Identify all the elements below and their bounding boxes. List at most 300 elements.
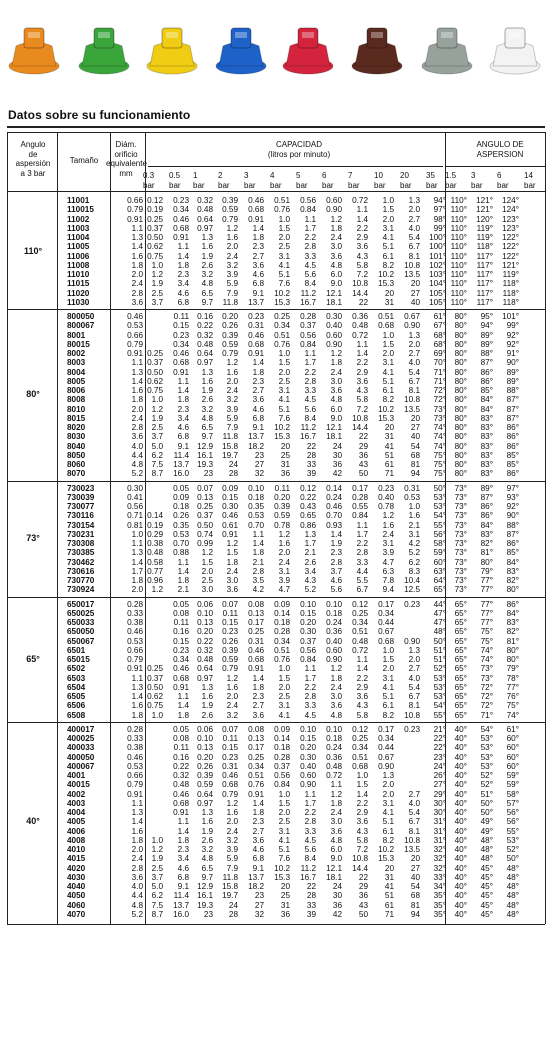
capacity-value: 2.7 [408,789,420,799]
spray-angle-value: 83° [480,450,493,460]
capacity-value: 2.3 [252,692,264,701]
orifice-diameter: 0.66 [127,771,143,780]
table-row [7,753,547,762]
capacity-value: 2.0 [382,349,394,358]
capacity-value: 4.1 [382,808,394,817]
capacity-value: 1.0 [151,710,163,720]
capacity-value: 7.5 [151,900,163,910]
nozzle-size: 11030 [67,297,90,307]
capacity-value: 40 [410,872,420,882]
spray-angle-value: 65° [454,645,467,655]
capacity-value: 81 [410,460,420,469]
capacity-value: 31 [384,872,394,882]
capacity-value: 10.2 [378,270,394,279]
capacity-value: 0.93 [326,520,342,530]
capacity-value: 6.7 [408,817,420,827]
capacity-value: 1.5 [356,780,368,790]
capacity-value: 30 [332,891,342,901]
capacity-value: 3.2 [201,270,213,279]
capacity-value: 0.60 [326,196,342,205]
capacity-value: 5.1 [278,270,290,279]
capacity-value: 0.48 [197,339,213,349]
spray-angle-value: 49° [480,817,493,827]
table-row [7,664,547,673]
capacity-value: 1.9 [201,701,213,711]
capacity-value: 0.97 [197,358,213,368]
capacity-value: 20 [280,882,290,891]
capacity-value: 0.24 [326,618,342,627]
capacity-value: 1.7 [304,673,316,683]
capacity-value: 101° [429,251,446,261]
spray-angle-value: 80° [454,423,467,432]
capacity-value: 0.40 [326,636,342,646]
capacity-value: 1.8 [252,808,264,817]
capacity-value: 31 [384,432,394,442]
capacity-value: 0.84 [300,655,316,664]
capacity-value: 0.15 [222,743,238,753]
capacity-value: 20 [410,413,420,423]
spray-angle-value: 80° [454,413,467,423]
spray-angle-value: 81° [480,548,493,558]
capacity-value: 1.3 [201,808,213,817]
capacity-value: 6.8 [177,432,189,442]
spray-angle-value: 53° [480,743,493,753]
capacity-value: 0.56 [300,645,316,655]
spray-angle-value: 61° [506,724,519,734]
capacity-value: 1.4 [177,566,189,576]
table-row [7,567,547,576]
orifice-diameter: 0.56 [127,502,143,511]
capacity-value: 2.7 [408,349,420,358]
spray-angle-value: 80° [454,349,467,358]
spray-angle-value: 86° [480,511,493,521]
header-pressure: 5 bar [296,171,308,190]
capacity-value: 31 [280,460,290,469]
nozzle-size: 400050 [67,752,95,762]
capacity-value: 1.2 [330,214,342,224]
capacity-value: 28 [306,450,316,460]
capacity-value: 1.4 [356,214,368,224]
capacity-value: 1.5 [382,339,394,349]
capacity-value: 2.0 [226,692,238,701]
capacity-value: 0.84 [300,205,316,215]
capacity-value: 36 [332,900,342,910]
nozzle-size: 8006 [67,386,86,395]
nozzle-size: 400025 [67,734,95,743]
capacity-value: 28 [306,891,316,901]
table-bottom-line [7,924,545,925]
capacity-value: 22 [358,432,368,442]
capacity-value: 0.14 [274,734,290,743]
capacity-value: 0.26 [222,636,238,646]
capacity-value: 1.9 [151,413,163,423]
spray-angle-value: 56° [506,808,519,817]
nozzle-size: 8008 [67,395,86,405]
capacity-value: 10.2 [378,404,394,414]
capacity-value: 1.5 [278,798,290,808]
capacity-value: 3.1 [278,566,290,576]
nozzle-size: 11005 [67,242,90,252]
capacity-value: 3.2 [226,835,238,845]
capacity-value: 25 [280,450,290,460]
capacity-value: 55° [433,520,446,530]
capacity-value: 43 [358,460,368,469]
capacity-value: 1.2 [330,349,342,358]
capacity-value: 0.51 [274,645,290,655]
column-divider [7,132,8,924]
capacity-value: 0.64 [197,789,213,799]
spray-angle-value: 119° [476,233,493,242]
table-row [7,405,547,414]
nozzle-size: 8003 [67,358,86,368]
capacity-value: 0.90 [326,205,342,215]
capacity-value: 0.84 [352,511,368,521]
spray-angle-value: 40° [454,771,467,780]
capacity-value: 0.24 [326,743,342,753]
capacity-value: 1.8 [330,673,342,683]
capacity-value: 0.46 [222,771,238,780]
capacity-value: 3.6 [252,395,264,405]
table-row [7,423,547,432]
capacity-value: 42 [332,469,342,479]
capacity-value: 8.1 [408,701,420,711]
capacity-value: 3.2 [226,395,238,405]
orifice-diameter: 1.1 [131,223,143,233]
spray-angle-value: 80° [454,339,467,349]
capacity-value: 13.7 [248,432,264,442]
spray-angle-value: 80° [480,557,493,567]
capacity-value: 0.75 [147,386,163,395]
capacity-value: 1.8 [177,710,189,720]
capacity-value: 44° [433,599,446,609]
capacity-value: 2.4 [330,682,342,692]
capacity-value: 2.0 [382,664,394,674]
spray-angle-value: 65° [454,655,467,664]
spray-angle-value: 65° [454,664,467,674]
capacity-value: 0.10 [197,734,213,743]
spray-angle-value: 83° [480,413,493,423]
capacity-value: 22 [358,872,368,882]
spray-angle-value: 120° [476,214,493,224]
capacity-value: 5.2 [408,548,420,558]
capacity-value: 52° [433,664,446,674]
capacity-value: 30 [332,450,342,460]
capacity-value: 0.90 [300,780,316,790]
capacity-value: 4.6 [177,863,189,873]
orifice-diameter: 1.8 [131,576,143,585]
capacity-value: 6.8 [252,279,264,289]
capacity-value: 0.64 [197,214,213,224]
capacity-value: 35° [433,900,446,910]
column-divider [110,132,111,924]
capacity-value: 40 [410,297,420,307]
capacity-value: 33 [306,900,316,910]
capacity-value: 1.4 [252,673,264,683]
spray-angle-value: 85° [506,460,519,469]
capacity-value: 0.40 [326,321,342,331]
spray-angle-value: 60° [506,734,519,743]
spray-angle-value: 86° [506,432,519,442]
capacity-value: 1.0 [278,664,290,674]
capacity-value: 39 [306,909,316,919]
orifice-diameter: 1.4 [131,817,143,827]
capacity-value: 0.51 [378,312,394,321]
capacity-value: 2.1 [408,520,420,530]
capacity-value: 1.1 [356,655,368,664]
capacity-value: 2.0 [382,789,394,799]
capacity-value: 6.3 [382,566,394,576]
orifice-diameter: 2.8 [131,288,143,298]
capacity-value: 0.23 [248,312,264,321]
capacity-value: 0.68 [378,321,394,331]
nozzle-size: 8040 [67,441,86,451]
capacity-value: 6.5 [201,423,213,432]
capacity-value: 71° [433,367,446,377]
capacity-value: 2.0 [408,655,420,664]
orifice-diameter: 2.4 [131,413,143,423]
header-pressure: 35 bar [426,171,438,190]
spray-angle-value: 121° [502,260,519,270]
capacity-value: 3.1 [382,673,394,683]
capacity-value: 3.1 [382,223,394,233]
capacity-value: 0.34 [274,636,290,646]
capacity-value: 11.2 [300,863,316,873]
spray-angle-value: 80° [454,358,467,368]
capacity-value: 6.1 [382,251,394,261]
capacity-value: 74° [433,423,446,432]
nozzle-size: 8050 [67,450,86,460]
capacity-value: 0.37 [147,223,163,233]
capacity-value: 13.7 [173,900,189,910]
table-row [7,725,547,734]
spray-angle-value: 110° [450,242,467,252]
capacity-value: 2.6 [304,557,316,567]
capacity-value: 59° [433,548,446,558]
spray-angle-value: 50° [480,798,493,808]
capacity-value: 2.2 [304,808,316,817]
capacity-value: 8.1 [408,826,420,836]
capacity-value: 0.25 [274,312,290,321]
header-pressure: 3 bar [244,171,256,190]
capacity-value: 35° [433,891,446,901]
orifice-diameter: 0.71 [127,511,143,521]
orifice-diameter: 4.4 [131,450,143,460]
capacity-value: 4.3 [356,251,368,261]
capacity-value: 6.7 [408,692,420,701]
nozzle-size: 11002 [67,214,90,224]
capacity-value: 0.70 [326,511,342,521]
spray-angle-value: 80° [506,645,519,655]
capacity-value: 3.1 [382,358,394,368]
capacity-value: 71° [433,376,446,386]
capacity-value: 3.5 [252,576,264,585]
capacity-value: 5.6 [330,585,342,595]
capacity-value: 0.14 [274,608,290,618]
spray-angle-value: 73° [454,520,467,530]
capacity-value: 7.5 [151,460,163,469]
capacity-value: 1.2 [330,789,342,799]
capacity-value: 3.9 [382,548,394,558]
spray-angle-value: 83° [480,460,493,469]
capacity-value: 0.05 [173,599,189,609]
blue-nozzle-icon [213,20,269,76]
capacity-value: 9.4 [382,585,394,595]
spray-angle-value: 51° [480,789,493,799]
capacity-value: 0.22 [197,321,213,331]
capacity-value: 0.64 [197,349,213,358]
capacity-value: 12.1 [326,288,342,298]
capacity-value: 7.6 [278,413,290,423]
capacity-value: 0.48 [197,655,213,664]
nozzle-size: 730077 [67,502,95,511]
table-row [7,637,547,646]
nozzle-size: 650033 [67,618,95,627]
capacity-value: 1.0 [382,330,394,340]
capacity-value: 4.1 [278,395,290,405]
capacity-value: 0.75 [147,701,163,711]
capacity-value: 4.3 [304,576,316,585]
header-pressure: 2 bar [218,171,230,190]
capacity-value: 2.0 [408,205,420,215]
orifice-diameter: 5.2 [131,909,143,919]
nozzle-size: 4030 [67,872,86,882]
nozzle-size: 650050 [67,627,95,637]
table-row [7,873,547,882]
spray-angle-value: 80° [454,376,467,386]
capacity-value: 5.4 [408,682,420,692]
capacity-value: 5.5 [356,576,368,585]
capacity-value: 3.3 [304,386,316,395]
spray-angle-value: 89° [480,483,493,493]
capacity-value: 2.3 [252,817,264,827]
orifice-diameter: 0.38 [127,743,143,753]
capacity-value: 0.25 [352,608,368,618]
capacity-value: 0.25 [147,664,163,674]
spray-angle-value: 48° [506,891,519,901]
table-row [7,377,547,386]
spray-angle-value: 90° [506,511,519,521]
orifice-diameter: 0.66 [127,196,143,205]
spray-angle-value: 73° [454,492,467,502]
spray-angle-value: 84° [480,404,493,414]
capacity-value: 2.7 [408,664,420,674]
spray-angle-value: 86° [506,469,519,479]
capacity-value: 3.4 [304,566,316,576]
capacity-value: 1.4 [330,529,342,539]
capacity-value: 0.16 [173,627,189,637]
capacity-value: 8.2 [382,395,394,405]
capacity-value: 10.8 [352,279,368,289]
column-divider [57,132,58,924]
capacity-value: 11.2 [300,423,316,432]
spray-angle-value: 83° [506,566,519,576]
capacity-value: 2.0 [278,682,290,692]
capacity-value: 2.0 [201,566,213,576]
orifice-diameter: 0.91 [127,214,143,224]
capacity-value: 1.2 [151,585,163,595]
orifice-diameter: 0.91 [127,664,143,674]
capacity-value: 3.9 [226,404,238,414]
capacity-value: 1.6 [201,692,213,701]
capacity-value: 27 [254,900,264,910]
capacity-value: 0.91 [173,367,189,377]
capacity-value: 1.3 [201,367,213,377]
capacity-value: 6.2 [151,891,163,901]
capacity-value: 2.5 [151,863,163,873]
capacity-value: 0.25 [147,214,163,224]
capacity-value: 9.1 [252,423,264,432]
nozzle-size: 730924 [67,585,95,595]
spray-angle-value: 76° [506,692,519,701]
capacity-value: 39 [306,469,316,479]
capacity-value: 65° [433,585,446,595]
capacity-value: 0.07 [222,724,238,734]
capacity-value: 24 [332,882,342,891]
nozzle-size: 730231 [67,529,95,539]
capacity-value: 1.8 [330,223,342,233]
capacity-value: 1.8 [177,260,189,270]
header-angle-pressure: 3 bar [471,171,483,190]
capacity-value: 3.9 [226,845,238,854]
capacity-value: 1.2 [151,845,163,854]
header-angle-pressure: 6 bar [497,171,509,190]
capacity-value: 3.6 [330,251,342,261]
capacity-value: 0.35 [248,502,264,511]
capacity-value: 0.55 [352,502,368,511]
capacity-value: 71 [384,469,394,479]
capacity-value: 81 [410,900,420,910]
capacity-value: 2.3 [177,404,189,414]
capacity-value: 15.8 [222,882,238,891]
group-angle-label: 73° [26,533,40,543]
capacity-value: 0.30 [300,752,316,762]
capacity-value: 1.3 [408,645,420,655]
orifice-diameter: 0.30 [127,483,143,493]
orifice-diameter: 1.6 [131,701,143,711]
spray-angle-value: 84° [480,395,493,405]
capacity-value: 28 [228,469,238,479]
capacity-value: 5.1 [382,242,394,252]
spray-angle-value: 52° [480,771,493,780]
table-row [7,460,547,469]
capacity-value: 0.11 [222,608,238,618]
table-row [7,205,547,214]
spray-angle-value: 74° [506,710,519,720]
capacity-value: 0.37 [274,761,290,771]
spray-angle-value: 73° [480,673,493,683]
capacity-value: 1.3 [408,196,420,205]
capacity-value: 13.5 [404,404,420,414]
capacity-value: 0.46 [173,214,189,224]
capacity-value: 56° [433,529,446,539]
spray-angle-value: 83° [480,441,493,451]
capacity-value: 23° [433,752,446,762]
capacity-value: 1.8 [252,682,264,692]
capacity-value: 7.2 [356,404,368,414]
header-pressure: 0.5 bar [169,171,181,190]
nozzle-color-strip [0,0,555,96]
spray-angle-value: 110° [450,297,467,307]
capacity-value: 4.2 [408,539,420,548]
capacity-value: 4.8 [201,854,213,864]
capacity-value: 0.32 [173,771,189,780]
capacity-value: 5.6 [304,845,316,854]
header-pressure: 6 bar [322,171,334,190]
capacity-value: 8.1 [408,251,420,261]
capacity-value: 2.5 [278,376,290,386]
capacity-value: 0.15 [173,321,189,331]
spray-angle-value: 40° [454,835,467,845]
